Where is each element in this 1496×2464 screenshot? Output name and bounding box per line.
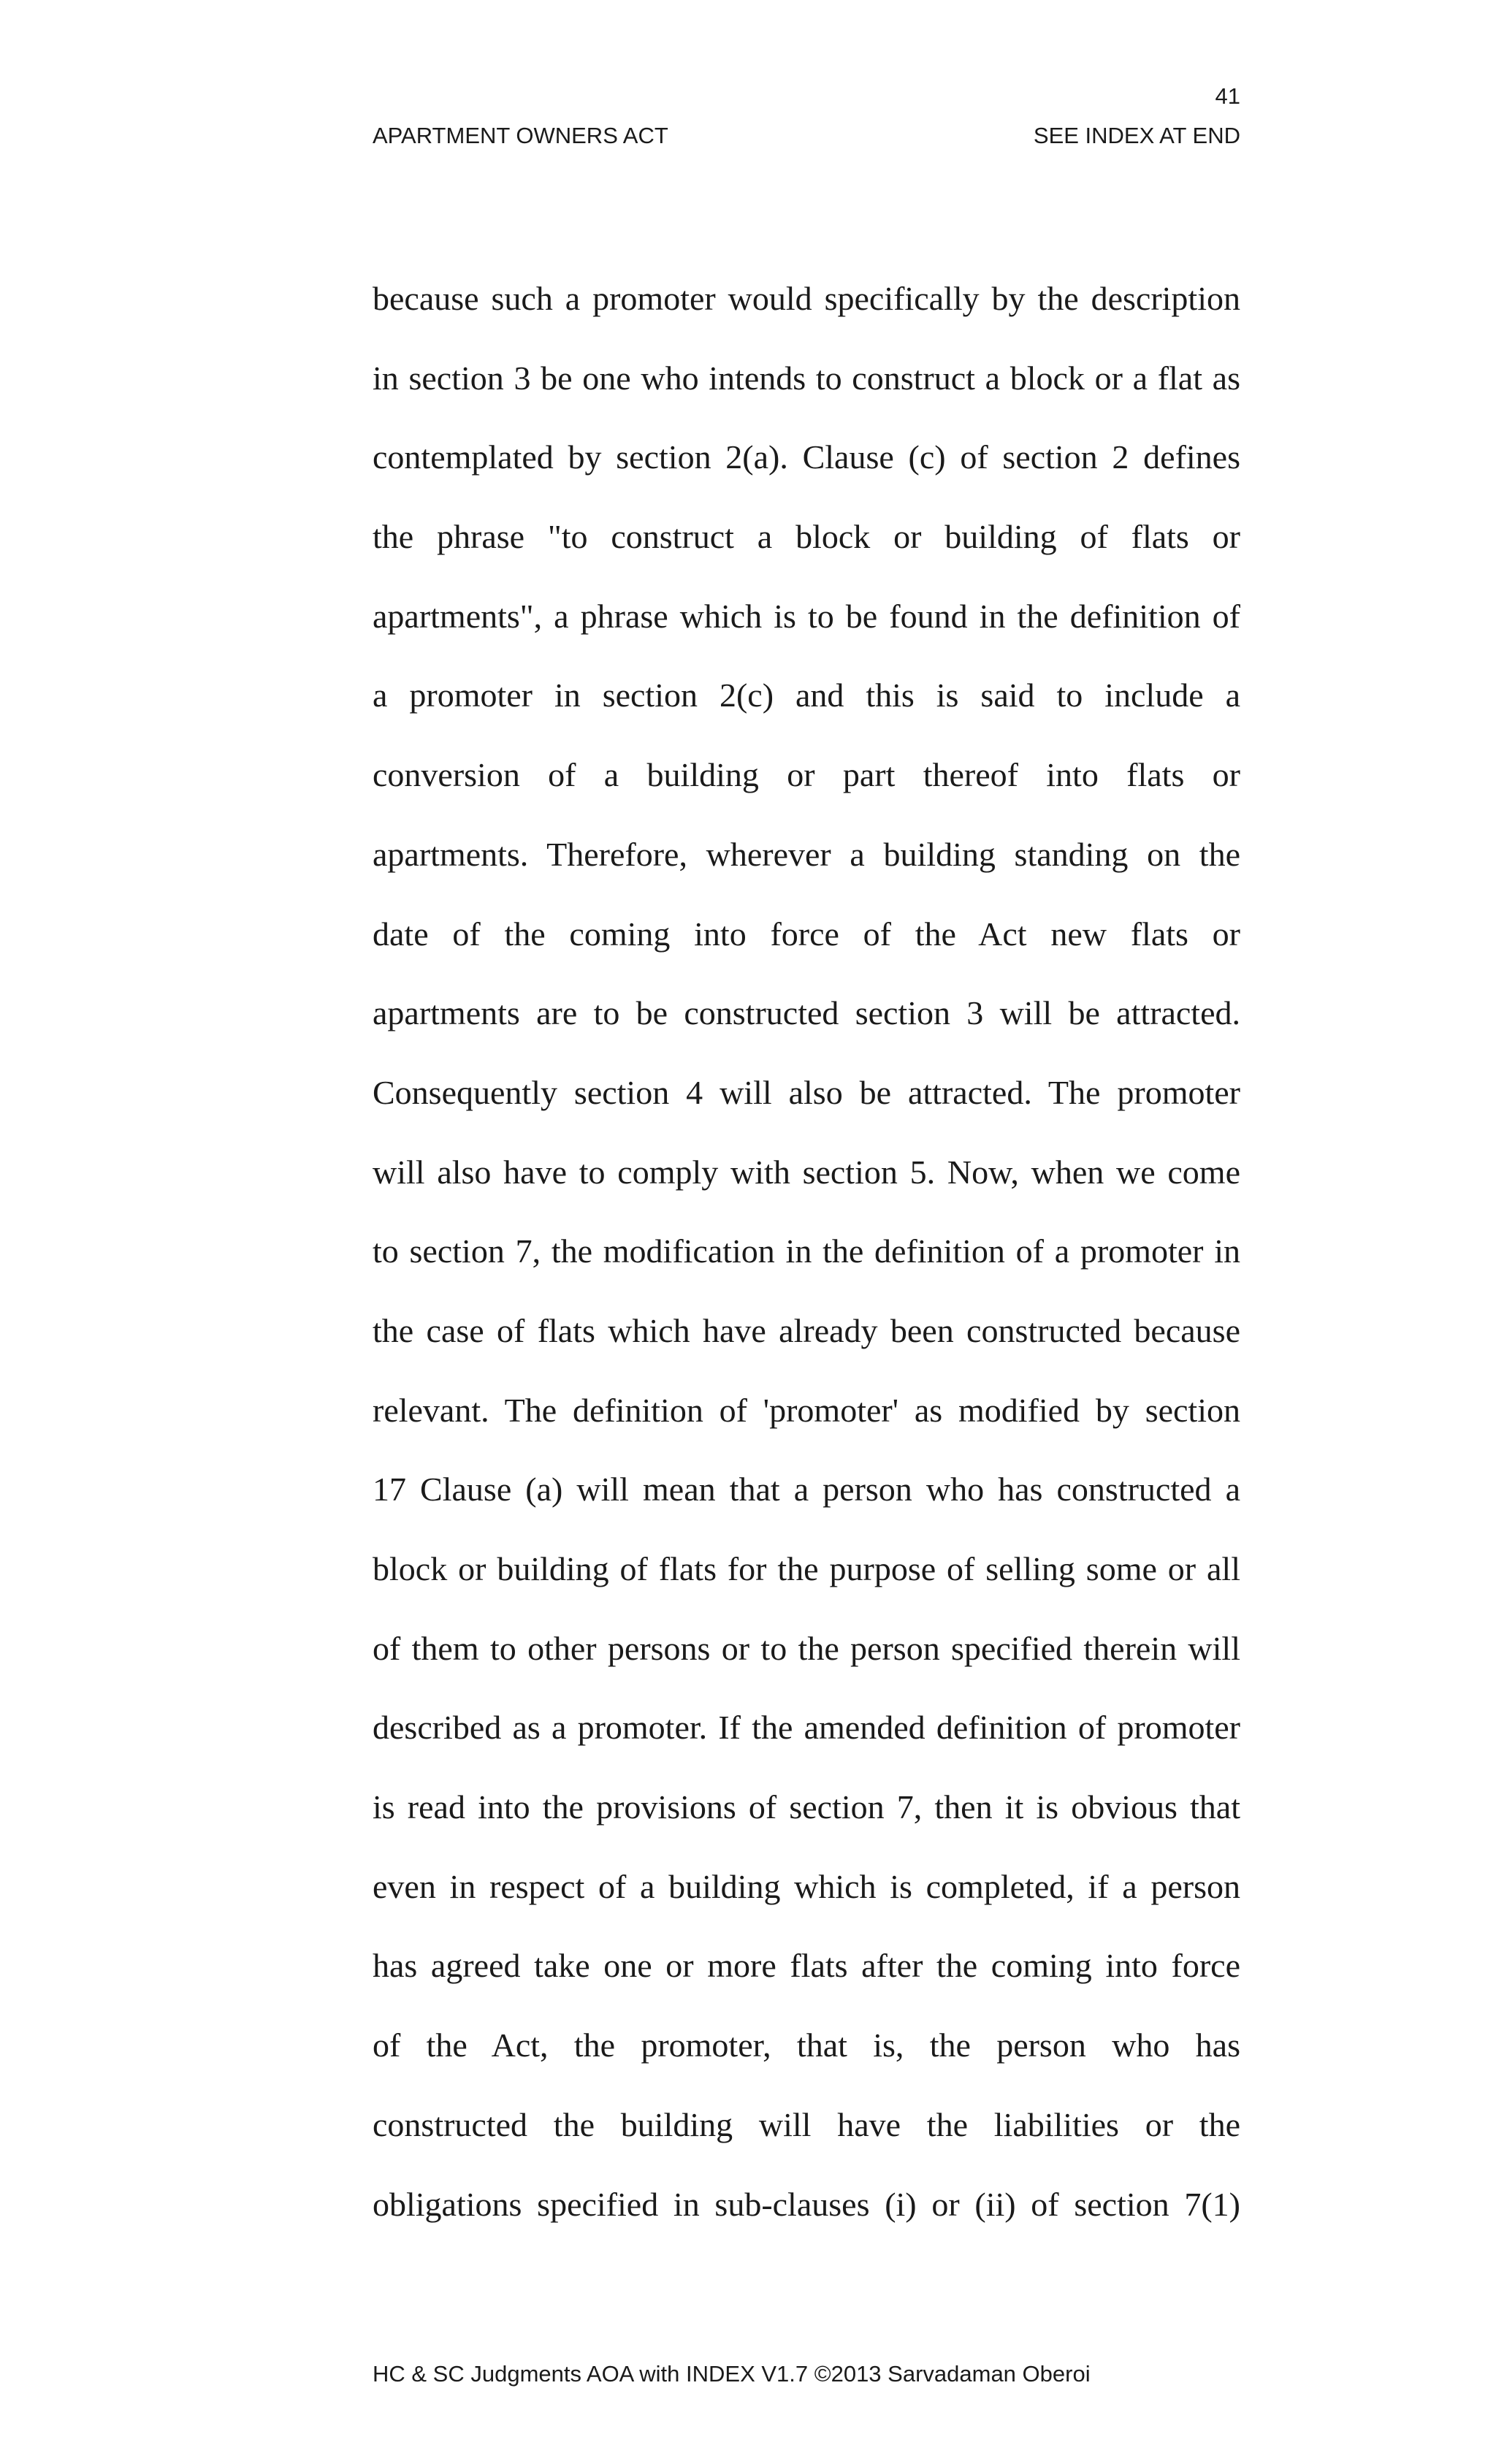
text-line: obligations specified in sub-clauses (i) or (ii) of section 7(1) [373,2185,1240,2223]
header-title: APARTMENT OWNERS ACT [373,123,668,148]
text-line: the case of flats which have already been constructed because [373,1311,1240,1349]
text-line: the phrase "to construct a block or building of flats or [373,518,1240,556]
text-line: relevant. The definition of 'promoter' as modified by section [373,1391,1240,1429]
text-line: a promoter in section 2(c) and this is said to include a [373,676,1240,714]
text-line: 17 Clause (a) will mean that a person who has constructed a [373,1471,1240,1508]
text-line: is read into the provisions of section 7, then it is obvious that [373,1788,1240,1826]
text-line: even in respect of a building which is completed, if a person [373,1867,1240,1905]
text-line: block or building of flats for the purpose of selling some or all [373,1550,1240,1587]
text-line: constructed the building will have the liabilities or the [373,2105,1240,2143]
page-number: 41 [1215,83,1240,109]
text-line: of the Act, the promoter, that is, the person who has [373,2026,1240,2064]
text-line: described as a promoter. If the amended definition of promoter [373,1709,1240,1747]
text-line: Consequently section 4 will also be attracted. The promoter [373,1073,1240,1111]
text-line: conversion of a building or part thereof into flats or [373,756,1240,794]
header-index-note: SEE INDEX AT END [1033,123,1240,148]
text-line: contemplated by section 2(a). Clause (c) of section 2 defines [373,438,1240,476]
text-line: apartments are to be constructed section 3 will be attracted. [373,994,1240,1032]
text-line: in section 3 be one who intends to construct a block or a flat as [373,359,1240,397]
text-line: of them to other persons or to the person specified therein will [373,1629,1240,1667]
text-line: has agreed take one or more flats after the coming into force [373,1947,1240,1985]
text-line: because such a promoter would specifically by the description [373,280,1240,317]
text-line: apartments", a phrase which is to be found in the definition of [373,597,1240,635]
text-line: to section 7, the modification in the definition of a promoter in [373,1232,1240,1270]
body-text [373,259,1240,2244]
text-line: will also have to comply with section 5. Now, when we come [373,1153,1240,1191]
running-header [373,120,1240,152]
page-footer: HC & SC Judgments AOA with INDEX V1.7 ©2013 Sarvadaman Oberoi [373,2361,1091,2387]
text-line: date of the coming into force of the Act new flats or [373,915,1240,953]
text-line: apartments. Therefore, wherever a building standing on the [373,835,1240,873]
